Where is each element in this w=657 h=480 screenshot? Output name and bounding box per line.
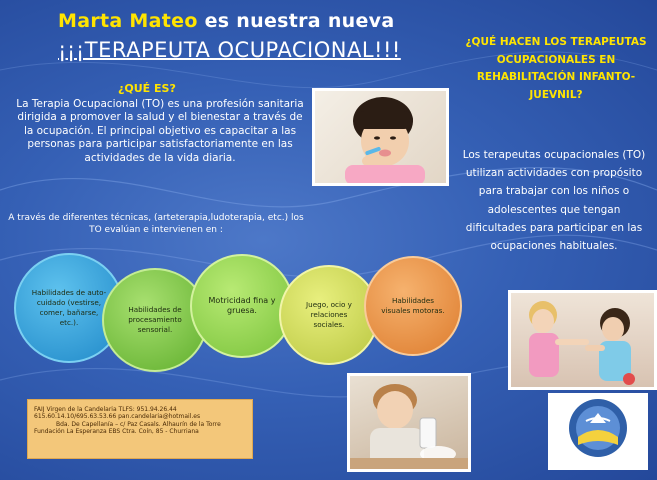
photo-girl-brushing-teeth [312,88,449,186]
circle-label: Habilidades de procesamiento sensorial. [128,305,182,334]
contact-line: 615.60.14.10/695.63.53.66 pan.candelaria@hotmail.es [34,413,201,421]
circle-label: Habilidades visuales motoras. [381,296,445,315]
tecnicas-text: A través de diferentes técnicas, (arteterapia,ludoterapia, etc.) los TO evalúan e intervienen en : [8,213,304,235]
circle-motricidad [190,254,294,358]
poster-subtitle: ¡¡¡TERAPEUTA OCUPACIONAL!!! [58,38,401,62]
circle-label: Motricidad fina y gruesa. [208,296,276,315]
que-es-heading: ¿QUÉ ES? [118,82,176,95]
therapist-name: Marta Mateo [58,10,198,32]
photo-boy-pouring-milk [347,373,471,472]
contact-line: FAIJ Virgen de la Candelaria TLFS: 951.94.26.44 [34,406,177,413]
contact-line: Bda. De Capellanía – c/ Paz Casals. Alhaurín de la Torre [56,420,221,428]
contact-box [27,399,253,459]
contact-line: Fundación La Esperanza EBS Ctra. Coín, 85 - Churriana [34,428,199,436]
poster-title [58,10,394,32]
circle-label: Habilidades de auto-cuidado (vestirse, comer, bañarse, etc.). [31,288,107,327]
fundacion-logo [548,393,648,470]
circle-visuales-motoras [364,256,462,356]
photo-children-playing [508,290,657,390]
title-rest: es nuestra nueva [197,10,395,32]
right-answer-text: Los terapeutas ocupacionales (TO) utilizan actividades con propósito para trabajar con los niños o adolescentes que tengan dificultades para participar en las ocupaciones habituales. [462,149,646,253]
intro-text: La Terapia Ocupacional (TO) es una profesión sanitaria dirigida a promover la salud y el bienestar a través de la ocupación. El principal objetivo es capacitar a las personas para participar satisfactoriamente en las actividades de la vida diaria. [16,98,304,164]
right-question-heading: ¿QUÉ HACEN LOS TERAPEUTAS OCUPACIONALES EN REHABILITACIÓN INFANTO-JUEVNIL? [465,36,647,101]
circle-label: Juego, ocio y relaciones sociales. [306,300,352,329]
